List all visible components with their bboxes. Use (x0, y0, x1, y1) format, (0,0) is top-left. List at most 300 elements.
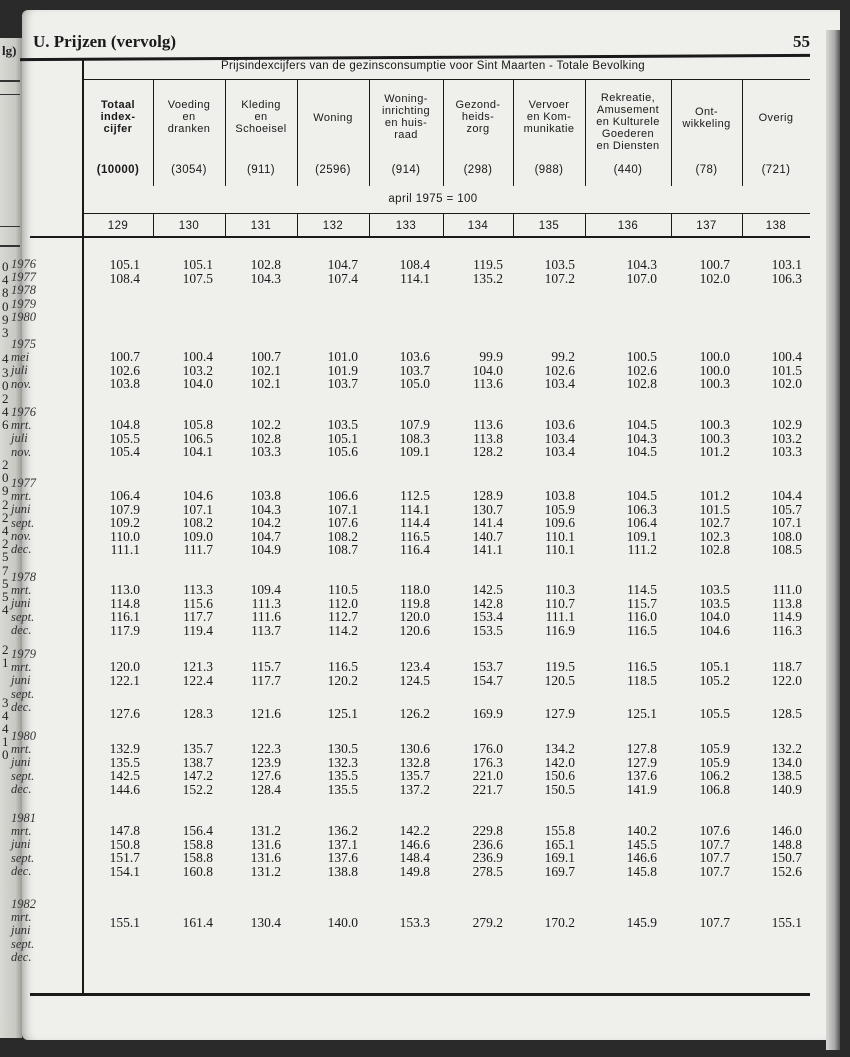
table-cell: 102.9 (771, 417, 802, 432)
period-label: juni (11, 596, 31, 611)
table-cell: 115.7 (251, 659, 281, 674)
table-cell: 102.1 (250, 362, 281, 378)
table-cell: 153.5 (472, 622, 503, 638)
column-header-line: inrichting (381, 104, 431, 117)
table-cell: 141.4 (472, 515, 503, 530)
table-cell: 135.7 (182, 741, 213, 756)
table-cell: 122.3 (250, 741, 281, 756)
table-cell: 169.7 (544, 863, 575, 879)
table-cell: 104.3 (626, 257, 657, 272)
period-label: 1978 (11, 283, 36, 298)
table-cell: 111.0 (772, 582, 802, 597)
table-cell: 102.6 (109, 362, 140, 378)
table-cell: 104.7 (250, 528, 281, 544)
table-cell: 121.3 (182, 659, 213, 674)
column-header-line: raad (394, 128, 418, 141)
table-cell: 105.0 (399, 376, 430, 391)
table-cell: 104.6 (182, 488, 213, 503)
table-cell: 114.9 (772, 609, 802, 624)
table-cell: 152.6 (771, 863, 802, 879)
previous-page-digit: 0 (2, 470, 9, 486)
table-cell: 105.1 (699, 659, 730, 674)
table-cell: 170.2 (544, 915, 575, 930)
table-cell: 102.8 (626, 376, 657, 391)
table-cell: 229.8 (472, 823, 503, 838)
table-cell: 111.7 (183, 542, 213, 557)
table-cell: 169.9 (472, 705, 503, 721)
previous-page-digit: 3 (2, 364, 9, 380)
period-label: nov. (11, 444, 32, 459)
table-cell: 101.0 (327, 349, 358, 364)
previous-page-digit: 4 (2, 351, 9, 367)
table-cell: 104.5 (626, 444, 657, 459)
table-cell: 147.8 (109, 823, 140, 838)
period-label: sept. (11, 850, 35, 865)
previous-page-rule (0, 80, 20, 82)
column-header-line: Woning- (384, 92, 428, 105)
column-weight: (440) (613, 164, 643, 176)
table-cell: 107.7 (699, 850, 730, 865)
table-cell: 114.4 (400, 515, 430, 530)
table-cell: 137.6 (626, 768, 657, 783)
period-label: 1976 (11, 257, 36, 271)
period-label: mrt. (11, 910, 32, 925)
table-cell: 120.0 (109, 659, 140, 674)
table-cell: 153.3 (399, 915, 430, 930)
table-cell: 113.8 (473, 430, 503, 446)
column-number: 132 (322, 220, 344, 232)
period-label: sept. (11, 609, 35, 624)
table-cell: 130.5 (327, 741, 358, 756)
table-cell: 108.4 (399, 257, 430, 272)
table-cell: 103.7 (327, 376, 358, 391)
column-header-line: dranken (167, 123, 211, 135)
table-cell: 107.1 (771, 515, 802, 530)
table-cell: 135.7 (399, 768, 430, 783)
title-rule (82, 79, 810, 80)
table-cell: 104.9 (250, 542, 281, 557)
column-weight: (78) (695, 164, 718, 176)
previous-page-digit: 4 (2, 523, 9, 538)
table-cell: 124.5 (399, 672, 430, 688)
table-cell: 158.8 (182, 850, 213, 865)
table-cell: 123.9 (250, 754, 281, 770)
table-cell: 102.8 (250, 430, 281, 446)
table-cell: 108.7 (327, 542, 358, 557)
table-cell: 127.8 (626, 741, 657, 756)
table-cell: 103.4 (544, 376, 575, 391)
table-cell: 100.7 (699, 257, 730, 272)
previous-page-digit: 0 (2, 259, 9, 274)
table-cell: 109.6 (544, 515, 575, 530)
period-label: dec. (11, 699, 32, 714)
period-label: juni (11, 673, 31, 688)
previous-page-digit: 2 (2, 496, 9, 512)
period-label: 1976 (11, 405, 36, 419)
table-cell: 102.6 (626, 362, 657, 378)
table-cell: 156.4 (182, 823, 213, 838)
table-cell: 104.0 (472, 362, 503, 378)
table-cell: 107.1 (182, 501, 213, 517)
table-cell: 112.5 (400, 488, 430, 503)
period-label: nov. (11, 528, 32, 543)
table-cell: 148.8 (771, 836, 802, 852)
table-cell: 142.2 (399, 823, 430, 838)
table-cell: 104.3 (250, 270, 281, 286)
table-cell: 104.1 (182, 444, 213, 459)
column-weight: (914) (391, 164, 421, 176)
table-cell: 150.6 (544, 768, 575, 783)
table-cell: 103.7 (399, 362, 430, 378)
table-cell: 132.3 (327, 754, 358, 770)
table-cell: 140.9 (771, 781, 802, 797)
table-cell: 110.1 (545, 528, 575, 544)
period-label: sept. (11, 936, 35, 951)
table-cell: 165.1 (544, 836, 575, 852)
table-cell: 123.4 (399, 659, 430, 674)
period-label: juni (11, 837, 31, 852)
column-header-line: Schoeisel (235, 123, 287, 135)
previous-page-digit: 6 (2, 417, 9, 433)
table-cell: 155.8 (544, 823, 575, 838)
table-cell: 107.7 (699, 863, 730, 879)
table-cell: 109.1 (626, 528, 657, 544)
column-header-line: Voeding (167, 99, 211, 111)
table-cell: 112.7 (328, 609, 358, 624)
column-header-line: en (182, 111, 196, 123)
period-label: 1980 (11, 309, 36, 324)
table-cell: 131.6 (250, 850, 281, 865)
table-cell: 101.9 (327, 362, 358, 378)
period-label: juli (11, 363, 28, 378)
period-label: mrt. (11, 660, 32, 675)
table-cell: 103.3 (771, 444, 802, 459)
period-label: dec. (11, 542, 32, 556)
table-cell: 107.7 (699, 915, 730, 930)
table-cell: 107.2 (544, 270, 575, 286)
table-cell: 146.0 (771, 823, 802, 838)
previous-page-digit: 2 (2, 391, 9, 406)
previous-page-digit: 3 (2, 325, 9, 340)
table-cell: 119.8 (400, 595, 430, 611)
table-cell: 105.1 (109, 257, 140, 272)
table-cell: 115.6 (183, 595, 213, 611)
table-cell: 116.5 (400, 528, 430, 544)
table-cell: 160.8 (182, 863, 213, 879)
table-cell: 138.5 (771, 768, 802, 783)
table-cell: 161.4 (182, 915, 213, 930)
table-cell: 125.1 (626, 705, 657, 721)
previous-page-heading-fragment: lg) (2, 43, 17, 58)
column-number: 135 (538, 220, 560, 232)
previous-page-digit: 0 (2, 298, 9, 314)
table-cell: 111.2 (627, 542, 657, 557)
table-cell: 104.3 (250, 501, 281, 517)
column-header-line: en Kom- (526, 111, 572, 123)
table-cell: 103.5 (699, 595, 730, 611)
table-cell: 150.5 (544, 781, 575, 797)
column-number: 136 (617, 220, 639, 232)
table-cell: 106.8 (699, 781, 730, 797)
table-cell: 101.2 (699, 488, 730, 503)
table-cell: 120.2 (327, 672, 358, 688)
table-cell: 102.8 (699, 542, 730, 557)
table-cell: 105.9 (699, 741, 730, 756)
table-cell: 146.6 (626, 850, 657, 865)
table-cell: 236.9 (472, 850, 503, 865)
period-label: sept. (11, 515, 35, 530)
table-cell: 127.9 (544, 705, 575, 721)
table-cell: 128.9 (472, 488, 503, 503)
previous-page-digit: 4 (2, 404, 9, 420)
column-header-line: wikkeling (682, 117, 731, 130)
table-cell: 111.6 (251, 609, 281, 624)
table-cell: 102.6 (544, 362, 575, 378)
table-cell: 116.3 (772, 622, 802, 638)
table-cell: 221.7 (472, 781, 503, 797)
table-cell: 236.6 (472, 836, 503, 852)
table-cell: 106.3 (626, 501, 657, 517)
table-cell: 116.5 (328, 659, 358, 674)
table-cell: 107.9 (109, 501, 140, 517)
table-cell: 110.1 (545, 542, 575, 557)
table-cell: 113.0 (110, 582, 140, 597)
table-cell: 122.0 (771, 672, 802, 688)
table-cell: 100.4 (182, 349, 213, 364)
table-cell: 105.6 (327, 444, 358, 459)
table-cell: 102.8 (250, 257, 281, 272)
table-cell: 110.0 (110, 528, 140, 544)
column-number: 129 (107, 220, 129, 232)
period-label: sept. (11, 686, 35, 701)
table-cell: 100.0 (699, 349, 730, 364)
table-cell: 137.1 (327, 836, 358, 852)
table-cell: 114.8 (110, 595, 140, 611)
table-cell: 110.5 (328, 582, 358, 597)
table-cell: 104.0 (182, 376, 213, 391)
table-cell: 131.2 (250, 863, 281, 879)
table-cell: 103.5 (699, 582, 730, 597)
table-cell: 221.0 (472, 768, 503, 783)
table-cell: 119.4 (183, 622, 213, 638)
previous-page-digit: 1 (2, 655, 9, 670)
table-cell: 128.3 (182, 705, 213, 721)
table-cell: 105.5 (699, 705, 730, 721)
table-cell: 109.2 (109, 515, 140, 530)
period-label: juni (11, 923, 31, 938)
column-number: 134 (467, 220, 489, 232)
table-cell: 103.8 (544, 488, 575, 503)
previous-page-digit: 0 (2, 377, 9, 393)
table-cell: 150.7 (771, 850, 802, 865)
table-cell: 103.8 (109, 376, 140, 391)
table-cell: 104.8 (109, 417, 140, 432)
previous-page-rule (0, 245, 20, 247)
table-cell: 111.3 (251, 595, 281, 611)
column-header-line: zorg (466, 123, 490, 135)
table-cell: 107.1 (327, 501, 358, 517)
column-header-line: Vervoer (528, 99, 570, 111)
table-cell: 136.2 (327, 823, 358, 838)
table-cell: 145.9 (626, 915, 657, 930)
column-weight: (721) (761, 164, 791, 176)
column-number: 133 (395, 220, 417, 232)
column-weight: (3054) (171, 164, 207, 176)
table-cell: 100.3 (699, 376, 730, 391)
table-cell: 110.7 (545, 595, 575, 611)
table-cell: 121.6 (250, 705, 281, 721)
table-cell: 107.9 (399, 417, 430, 432)
table-cell: 113.6 (473, 376, 503, 391)
previous-page-digit: 5 (2, 575, 9, 591)
column-header-line: Woning (313, 112, 353, 124)
table-cell: 138.7 (182, 754, 213, 770)
table-cell: 154.1 (109, 863, 140, 879)
table-cell: 140.2 (626, 823, 657, 838)
page-edge (826, 30, 840, 1050)
column-header-line: Totaal (101, 99, 135, 111)
previous-page-digit: 2 (2, 509, 9, 525)
period-label: 1979 (11, 296, 36, 311)
column-header-line: cijfer (103, 123, 133, 135)
table-cell: 176.3 (472, 754, 503, 770)
period-label: mrt. (11, 583, 32, 598)
base-note: april 1975 = 100 (388, 193, 478, 205)
table-cell: 116.5 (627, 622, 657, 638)
table-cell: 113.7 (251, 622, 281, 638)
column-number: 131 (250, 220, 272, 232)
period-label: dec. (11, 781, 32, 796)
table-cell: 101.5 (771, 362, 802, 378)
table-cell: 131.6 (250, 836, 281, 852)
table-cell: 120.5 (544, 672, 575, 688)
table-cell: 102.2 (250, 417, 281, 432)
period-label: mrt. (11, 824, 32, 839)
colnum-top-rule (82, 213, 810, 214)
table-cell: 109.4 (250, 582, 281, 597)
table-cell: 106.2 (699, 768, 730, 783)
table-cell: 100.0 (699, 362, 730, 378)
column-header-line: en Diensten (596, 140, 660, 152)
table-cell: 137.2 (399, 781, 430, 797)
previous-page-digit: 9 (2, 483, 9, 499)
table-cell: 176.0 (472, 741, 503, 756)
period-label: mrt. (11, 489, 32, 504)
table-cell: 138.8 (327, 863, 358, 879)
period-label: dec. (11, 949, 32, 964)
table-cell: 104.5 (626, 488, 657, 503)
column-header-line: en huis- (384, 116, 428, 129)
column-header-line: Ont- (695, 105, 718, 118)
table-cell: 142.0 (544, 754, 575, 770)
table-cell: 130.6 (399, 741, 430, 756)
table-cell: 102.3 (699, 528, 730, 544)
table-cell: 100.7 (250, 349, 281, 364)
table-cell: 112.0 (328, 595, 358, 611)
column-header-line: Kleding (241, 99, 281, 111)
table-cell: 149.8 (399, 863, 430, 879)
table-cell: 142.8 (472, 595, 503, 611)
previous-page-digit: 5 (2, 589, 9, 604)
table-cell: 104.5 (626, 417, 657, 432)
table-cell: 116.1 (110, 609, 140, 624)
previous-page-digit: 5 (2, 549, 9, 565)
table-cell: 105.9 (699, 754, 730, 770)
running-head: U. Prijzen (vervolg) (33, 32, 177, 51)
table-cell: 132.2 (771, 741, 802, 756)
column-weight: (298) (463, 164, 493, 176)
previous-page-digit: 2 (2, 641, 9, 657)
table-cell: 114.1 (400, 270, 430, 286)
period-label: mrt. (11, 418, 32, 433)
table-cell: 113.6 (473, 417, 503, 432)
table-cell: 105.2 (699, 672, 730, 688)
period-label: 1975 (11, 337, 36, 351)
table-cell: 155.1 (771, 915, 802, 930)
table-cell: 141.1 (472, 542, 503, 557)
table-cell: 125.1 (327, 705, 358, 721)
table-cell: 103.3 (250, 444, 281, 459)
table-cell: 130.7 (472, 501, 503, 517)
table-cell: 105.4 (109, 444, 140, 459)
table-cell: 108.2 (327, 528, 358, 544)
table-cell: 114.2 (328, 622, 358, 638)
table-cell: 108.4 (109, 270, 140, 286)
table-cell: 127.9 (626, 754, 657, 770)
table-cell: 140.7 (472, 528, 503, 544)
table-cell: 137.6 (327, 850, 358, 865)
table-cell: 116.9 (545, 622, 575, 638)
previous-page-digit: 2 (2, 457, 9, 472)
table-cell: 155.1 (109, 915, 140, 930)
table-cell: 102.7 (699, 515, 730, 530)
table-cell: 100.4 (771, 349, 802, 364)
period-label: mei (11, 350, 30, 365)
table-cell: 169.1 (544, 850, 575, 865)
previous-page-digit: 4 (2, 707, 9, 723)
table-cell: 130.4 (250, 915, 281, 930)
table-cell: 107.6 (327, 515, 358, 530)
table-cell: 100.3 (699, 430, 730, 446)
table-cell: 131.2 (250, 823, 281, 838)
previous-page-digit: 4 (2, 272, 9, 288)
table-cell: 118.7 (772, 659, 802, 674)
page-number: 55 (793, 32, 810, 51)
table-cell: 104.2 (250, 515, 281, 530)
table-cell: 135.5 (327, 768, 358, 783)
column-weight: (988) (534, 164, 564, 176)
table-cell: 117.7 (251, 672, 281, 688)
column-header-line: index- (100, 111, 136, 123)
table-cell: 108.0 (771, 528, 802, 544)
table-cell: 135.2 (472, 270, 503, 286)
table-cell: 132.8 (399, 754, 430, 770)
period-label: 1979 (11, 647, 36, 661)
table-cell: 148.4 (399, 850, 430, 865)
table-cell: 134.0 (771, 754, 802, 770)
table-cell: 113.8 (772, 595, 802, 611)
period-label: dec. (11, 863, 32, 878)
table-cell: 141.9 (626, 781, 657, 797)
period-label: juli (11, 431, 28, 446)
table-cell: 99.9 (479, 349, 503, 364)
table-cell: 150.8 (109, 836, 140, 852)
table-cell: 106.4 (109, 488, 140, 503)
table-cell: 106.6 (327, 488, 358, 503)
header-bottom-rule (30, 236, 810, 238)
period-label: sept. (11, 768, 35, 783)
table-cell: 114.5 (627, 582, 657, 597)
